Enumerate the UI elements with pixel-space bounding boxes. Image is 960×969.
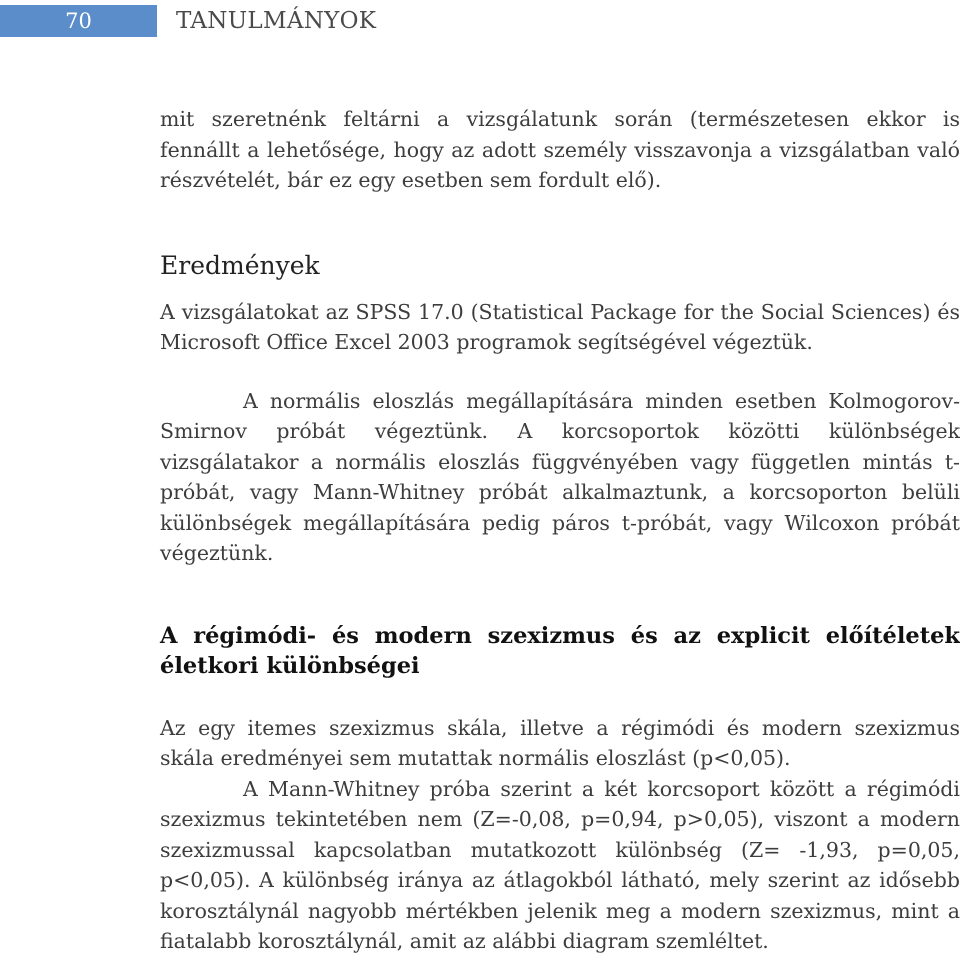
results-paragraph-2: A normális eloszlás megállapítására minden esetben Kolmogorov-Smirnov próbát végeztünk. A korcsoportok közötti különbségek vizsgálatakor a normális eloszlás függvényében vagy független mintás t-próbát, vagy Mann-Whitney próbát alkalmaztunk, a korcsoporton belüli különbségek megállapítására pedig páros t-próbát, vagy Wilcoxon próbát végeztünk. [160, 388, 960, 565]
page-number: 70 [0, 5, 157, 37]
article-body [160, 104, 960, 957]
running-title: TANULMÁNYOK [176, 8, 377, 34]
intro-paragraph: mit szeretnénk feltárni a vizsgálatunk során (természetesen ekkor is fennállt a lehetősége, hogy az adott személy visszavonja a vizsgálatban való részvételét, bár ez egy esetben sem fordult elő). [160, 107, 960, 192]
paragraph-gap [160, 358, 960, 386]
sexism-paragraph-2: A Mann-Whitney próba szerint a két korcsoport között a régimódi szexizmus tekintetében nem (Z=-0,08, p=0,94, p>0,05), viszont a modern szexizmussal kapcsolatban mutatkozott különbség (Z= -1,93, p=0,05, p<0,05). A különbség iránya az átlagokból látható, mely szerint az idősebb korosztálynál nagyobb mértékben jelenik meg a modern szexizmus, mint a fiatalabb korosztálynál, amit az alábbi diagram szemléltet. [160, 776, 960, 953]
page-header [0, 5, 960, 37]
sexism-paragraph-1: Az egy itemes szexizmus skála, illetve a régimódi és modern szexizmus skála eredményei sem mutattak normális eloszlást (p<0,05). [160, 715, 960, 770]
results-heading: Eredmények [160, 250, 320, 280]
results-paragraph-1: A vizsgálatokat az SPSS 17.0 (Statistical Package for the Social Sciences) és Microsoft Office Excel 2003 programok segítségével végeztük. [160, 299, 960, 354]
sexism-heading: A régimódi- és modern szexizmus és az explicit előítéletek életkori különbségei [160, 622, 960, 679]
